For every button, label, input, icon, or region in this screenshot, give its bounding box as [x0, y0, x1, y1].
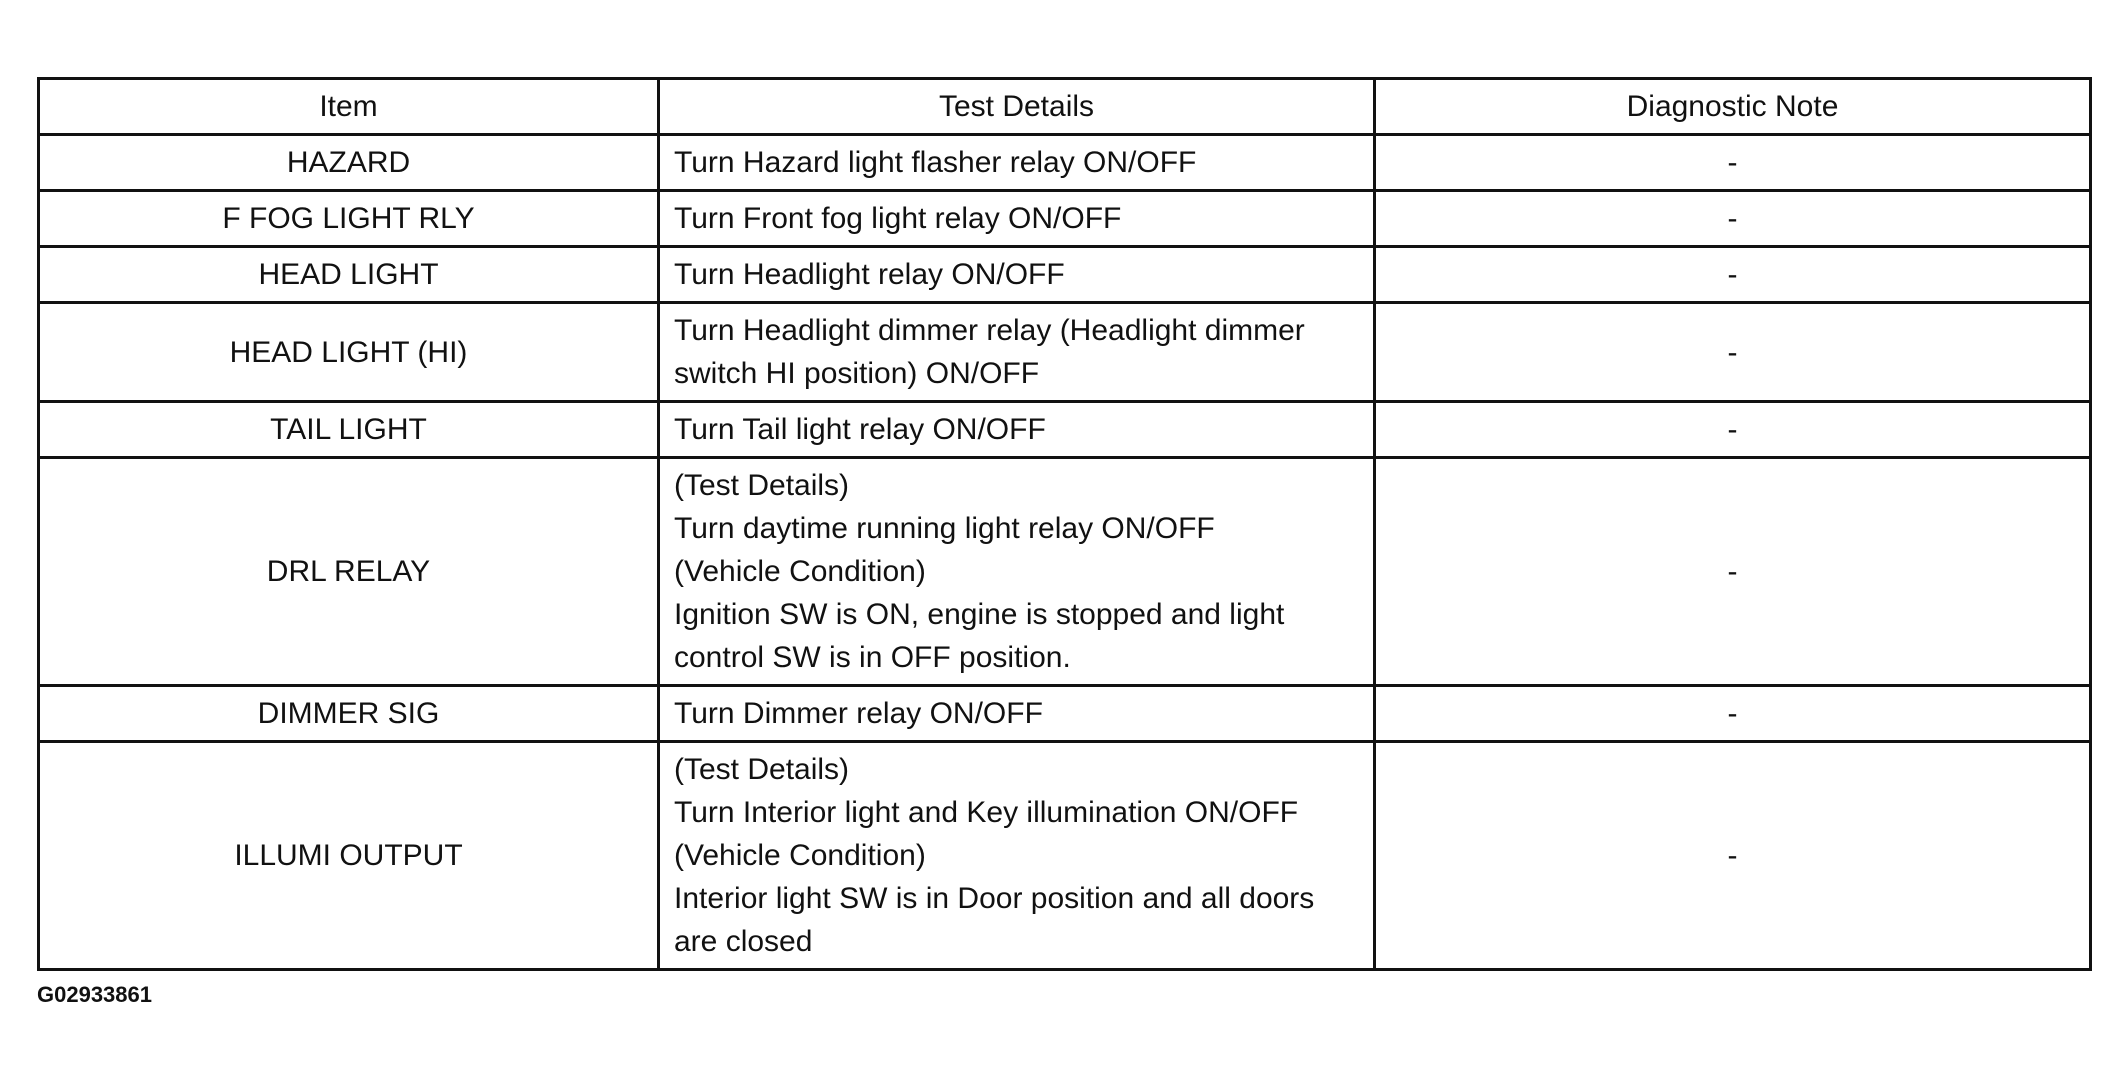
test-details-cell — [659, 135, 1375, 191]
test-details-line: are closed — [674, 925, 813, 958]
header-item: Item — [39, 79, 659, 135]
test-details-line: Turn Dimmer relay ON/OFF — [674, 697, 1043, 730]
diagnostic-note-cell: - — [1375, 458, 2091, 686]
test-details-cell — [659, 303, 1375, 402]
table-row — [39, 686, 2091, 742]
test-details-line: Turn Headlight relay ON/OFF — [674, 258, 1065, 291]
header-diagnostic-note: Diagnostic Note — [1375, 79, 2091, 135]
test-details-line: (Vehicle Condition) — [674, 555, 926, 588]
item-cell: HAZARD — [39, 135, 659, 191]
item-cell: ILLUMI OUTPUT — [39, 742, 659, 970]
diagnostic-note-cell: - — [1375, 303, 2091, 402]
diagnostic-note-cell: - — [1375, 402, 2091, 458]
item-cell: HEAD LIGHT (HI) — [39, 303, 659, 402]
item-cell: DRL RELAY — [39, 458, 659, 686]
test-details-line: Turn Tail light relay ON/OFF — [674, 413, 1046, 446]
table-row — [39, 135, 2091, 191]
table-row — [39, 247, 2091, 303]
table-header — [39, 79, 2091, 135]
test-details-cell — [659, 686, 1375, 742]
test-details-line: (Test Details) — [674, 469, 850, 502]
table-row — [39, 742, 2091, 970]
test-details-line: Interior light SW is in Door position and all doors — [674, 882, 1315, 915]
header-test-details: Test Details — [659, 79, 1375, 135]
test-details-cell — [659, 458, 1375, 686]
diagnostic-test-table — [37, 77, 2092, 971]
item-cell: F FOG LIGHT RLY — [39, 191, 659, 247]
test-details-line: Turn Hazard light flasher relay ON/OFF — [674, 146, 1197, 179]
test-details-cell — [659, 191, 1375, 247]
item-cell: HEAD LIGHT — [39, 247, 659, 303]
table-body — [39, 135, 2091, 970]
table-row — [39, 402, 2091, 458]
item-cell: DIMMER SIG — [39, 686, 659, 742]
test-details-cell — [659, 247, 1375, 303]
test-details-line: Turn daytime running light relay ON/OFF — [674, 512, 1215, 545]
test-details-cell — [659, 402, 1375, 458]
test-details-line: (Vehicle Condition) — [674, 839, 926, 872]
test-details-line: (Test Details) — [674, 753, 850, 786]
test-details-line: Turn Headlight dimmer relay (Headlight dimmer — [674, 314, 1305, 347]
test-details-line: switch HI position) ON/OFF — [674, 357, 1040, 390]
figure-id: G02933861 — [37, 982, 152, 1007]
table-row — [39, 191, 2091, 247]
test-details-line: Turn Interior light and Key illumination ON/OFF — [674, 796, 1299, 829]
item-cell: TAIL LIGHT — [39, 402, 659, 458]
diagnostic-note-cell: - — [1375, 247, 2091, 303]
diagnostic-note-cell: - — [1375, 191, 2091, 247]
test-details-line: Turn Front fog light relay ON/OFF — [674, 202, 1122, 235]
test-details-line: control SW is in OFF position. — [674, 641, 1071, 674]
table-row — [39, 458, 2091, 686]
test-details-line: Ignition SW is ON, engine is stopped and light — [674, 598, 1285, 631]
header-row — [39, 79, 2091, 135]
test-details-cell — [659, 742, 1375, 970]
diagnostic-note-cell: - — [1375, 742, 2091, 970]
diagnostic-note-cell: - — [1375, 135, 2091, 191]
diagnostic-note-cell: - — [1375, 686, 2091, 742]
table-row — [39, 303, 2091, 402]
